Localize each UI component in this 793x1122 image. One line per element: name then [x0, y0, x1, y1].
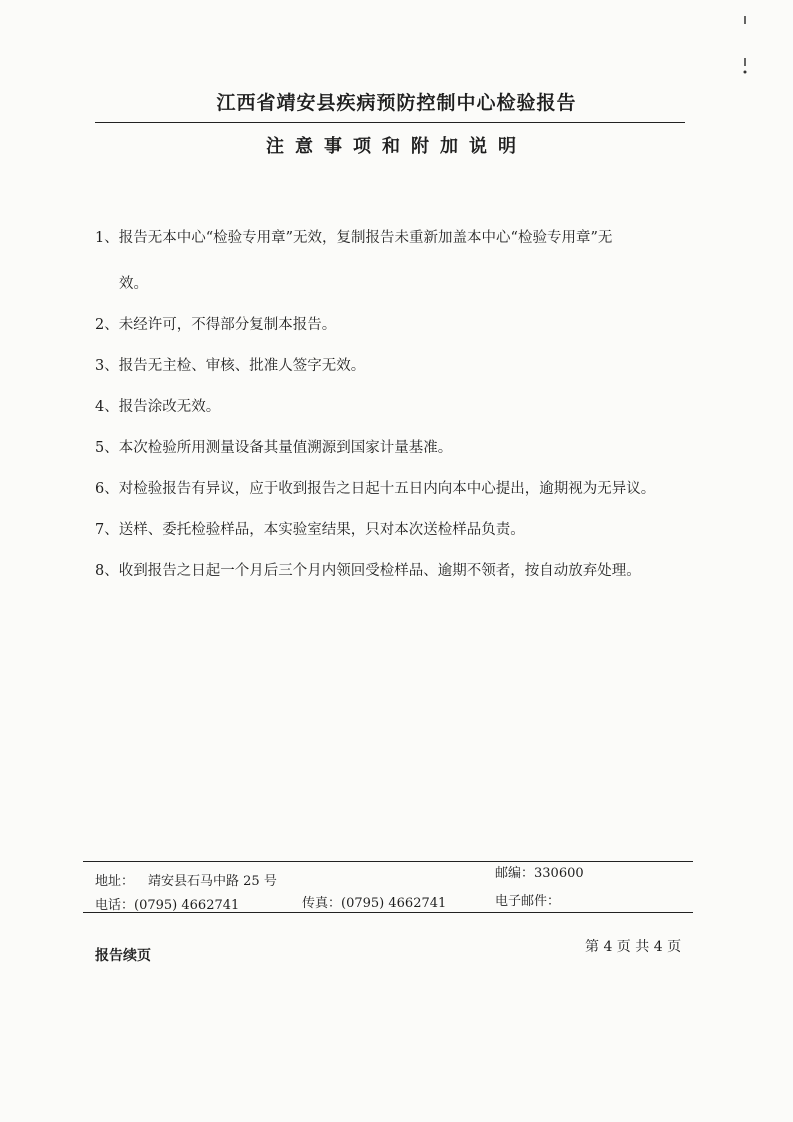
phone-label: 电话： — [95, 898, 135, 913]
section-heading: 注意事项和附加说明 — [266, 136, 527, 157]
note-text: 报告无主检、审核、批准人签字无效。 — [118, 358, 366, 374]
note-item — [95, 397, 690, 417]
note-text: 报告无本中心“检验专用章”无效，复制报告未重新加盖本中心“检验专用章”无 — [118, 230, 613, 246]
note-text: 送样、委托检验样品，本实验室结果，只对本次送检样品负责。 — [118, 522, 525, 538]
note-number: 5、 — [95, 440, 119, 456]
address-label: 地址： — [95, 874, 135, 889]
footer-email — [495, 894, 560, 910]
note-item — [95, 356, 690, 376]
footer-address — [95, 874, 277, 890]
footer-fax — [302, 896, 446, 912]
page-indicator: 第 4 页 共 4 页 — [585, 939, 682, 955]
continuation-label: 报告续页 — [95, 948, 151, 964]
footer-divider-bottom — [83, 912, 693, 913]
address-value: 靖安县石马中路 25 号 — [148, 874, 277, 889]
phone-value: (0795) 4662741 — [134, 898, 240, 913]
notes-list — [95, 228, 690, 581]
note-item — [95, 438, 690, 458]
note-number: 1、 — [95, 230, 119, 246]
fax-label: 传真： — [302, 896, 342, 911]
note-number: 3、 — [95, 358, 119, 374]
note-continuation: 效。 — [119, 276, 148, 292]
note-text: 收到报告之日起一个月后三个月内领回受检样品、逾期不领者，按自动放弃处理。 — [118, 563, 641, 579]
footer-divider-top — [83, 861, 693, 862]
note-number: 2、 — [95, 317, 119, 333]
report-title: 江西省靖安县疾病预防控制中心检验报告 — [216, 92, 577, 114]
note-number: 7、 — [95, 522, 119, 538]
note-text: 未经许可，不得部分复制本报告。 — [118, 317, 337, 333]
title-divider — [95, 122, 685, 123]
postcode-value: 330600 — [534, 866, 584, 881]
note-item — [95, 228, 690, 248]
note-item — [95, 315, 690, 335]
note-number: 6、 — [95, 481, 119, 497]
note-text: 对检验报告有异议，应于收到报告之日起十五日内向本中心提出，逾期视为无异议。 — [118, 481, 656, 497]
note-item — [95, 479, 690, 499]
note-text: 本次检验所用测量设备其量值溯源到国家计量基准。 — [118, 440, 453, 456]
note-number: 8、 — [95, 563, 119, 579]
note-text: 报告涂改无效。 — [118, 399, 221, 415]
email-label: 电子邮件： — [495, 894, 561, 909]
note-number: 4、 — [95, 399, 119, 415]
note-item — [95, 561, 690, 581]
note-item — [95, 520, 690, 540]
postcode-label: 邮编： — [495, 866, 535, 881]
fax-value: (0795) 4662741 — [341, 896, 447, 911]
footer-postcode — [495, 866, 584, 882]
scan-mark — [742, 14, 748, 74]
